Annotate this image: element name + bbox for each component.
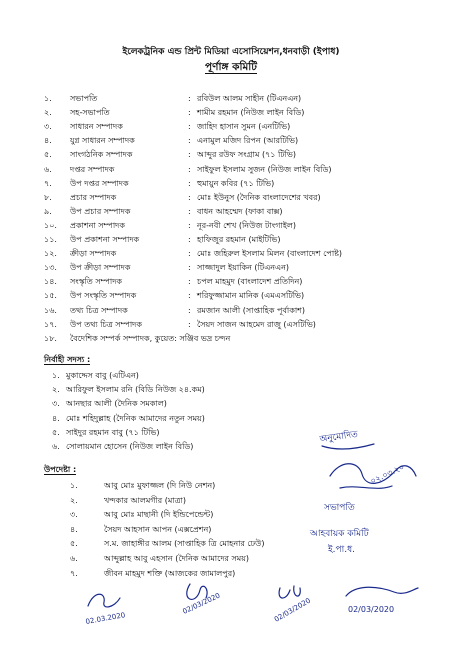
- committee-row-name: বাধন আহম্মেদ (ফাকা বাক্স): [197, 206, 283, 216]
- executive-member-number: ৪.: [52, 413, 60, 423]
- executive-heading-text: নির্বাহী সদস্য :: [44, 355, 91, 364]
- committee-row-colon: :: [188, 277, 191, 287]
- advisor-member-name: সৈয়দ আহসান আপন (এক্সপ্রেশন): [104, 524, 212, 534]
- president-note: সভাপতি: [324, 503, 355, 513]
- signature-1-date: 02.03.2020: [84, 611, 126, 626]
- convener-note: আহবায়ক কমিটি: [310, 529, 369, 539]
- committee-row-name: সাজ্জাদুল ইয়াকিন (টিএনএন): [197, 263, 290, 273]
- signature-4: [338, 582, 438, 626]
- committee-row-number: ১৩.: [44, 263, 57, 273]
- executive-member-number: ২.: [52, 385, 60, 395]
- committee-row-name: চপল মাহমুদ (বাংলাদেশ প্রতিদিন): [197, 277, 303, 287]
- advisors-heading-text: উপদেষ্টা :: [44, 465, 77, 474]
- committee-row-name: মোঃ জহিরুল ইসলাম মিলন (বাংলাদেশ পোষ্ট): [197, 249, 343, 259]
- organization-name: ইলেকট্রনিক এন্ড প্রিন্ট মিডিয়া এসোসিয়েশন,ধনবাড়ী (ইপাধ): [122, 47, 340, 57]
- committee-row-number: ৬.: [44, 164, 52, 174]
- committee-row-colon: :: [188, 249, 191, 259]
- committee-row-post: প্রচার সম্পাদক: [70, 192, 117, 202]
- committee-row-colon: :: [188, 235, 191, 244]
- advisors-heading: [44, 464, 76, 477]
- advisor-member-number: ২.: [70, 495, 78, 505]
- committee-row-post: ক্রীড়া সম্পাদক: [70, 249, 117, 259]
- committee-row-post: সাধারন সম্পাদক: [70, 122, 123, 132]
- committee-row-post: সহ-সভাপতি: [70, 108, 110, 118]
- committee-row-number: ১৬.: [44, 305, 57, 315]
- signature-3-date: 02/03/2020: [273, 596, 312, 624]
- committee-row-post: যুগ্ন সাধারন সম্পাদক: [70, 136, 135, 146]
- committee-row-colon: :: [188, 220, 191, 230]
- committee-row-number: ৪.: [44, 136, 52, 146]
- advisor-member-number: ৭.: [70, 568, 78, 578]
- committee-row-post: উপ তথ্য চিত্র সম্পাদক: [70, 319, 142, 329]
- committee-row-name: জাহিদ হাসান সুমন (এনটিভি): [197, 122, 291, 132]
- committee-row-post: উপ প্রকাশনা সম্পাদক: [70, 235, 140, 244]
- committee-row-number: ১৭.: [44, 319, 57, 329]
- advisor-member-number: ৪.: [70, 524, 78, 534]
- committee-row-number: ১০.: [44, 220, 57, 230]
- committee-row-colon: :: [188, 94, 191, 103]
- advisor-member-name: আবু মোঃ মাছানী (দি ইন্ডিপেন্ডেন্ট): [104, 510, 214, 520]
- committee-row-name: মোঃ ইউনুস (দৈনিক বাংলাদেশের খবর): [197, 192, 321, 202]
- committee-row-post: উপ ক্রীড়া সম্পাদক: [70, 263, 131, 273]
- committee-row-colon: :: [188, 178, 191, 188]
- signature-4-date: 02/03/2020: [348, 605, 395, 614]
- committee-row-post: দপ্তর সম্পাদক: [70, 164, 115, 174]
- committee-row-colon: :: [188, 305, 191, 315]
- executive-heading: [44, 354, 90, 367]
- approved-note: অনুমোদিত: [319, 429, 359, 445]
- committee-row-number: ১৮.: [44, 334, 57, 343]
- committee-row-colon: :: [188, 319, 191, 329]
- committee-row-number: ১২.: [44, 249, 57, 259]
- advisor-member-number: ১.: [70, 481, 78, 490]
- executive-member-name: মোঃ শহিদুল্লাহ (দৈনিক আমাদের নতুন সময়): [66, 413, 205, 423]
- committee-row-colon: :: [188, 150, 191, 160]
- committee-row-number: ৯.: [44, 206, 52, 216]
- committee-row-colon: :: [188, 108, 191, 118]
- committee-row-name: রবিউল আলম সাহীন (টিএনএন): [197, 94, 302, 103]
- committee-row-name: সাইফুল ইসলাম সুজন (নিউজ লাইন বিডি): [197, 164, 332, 174]
- committee-row-number: ১৪.: [44, 277, 57, 287]
- advisor-member-name: আবু মোঃ মুফাজ্জল (দি নিউ নেশন): [104, 481, 216, 490]
- org-abbr-note: ই.পা.ধ.: [328, 545, 356, 555]
- committee-row-name: রমজান আলী (সাপ্তাহিক পূর্বাকাশ): [197, 305, 305, 315]
- committee-row-name: শামীম রহমান (নিউজ লাইন বিডি): [197, 108, 305, 118]
- committee-row-number: ৮.: [44, 192, 52, 202]
- executive-member-number: ৬.: [52, 442, 60, 451]
- advisor-member-name: জীবন মাহমুদ শক্তি (আজকের জামালপুর): [104, 568, 236, 578]
- committee-row-colon: :: [188, 206, 191, 216]
- committee-row-name: হাফিজুর রহমান (মাইটিভি): [197, 235, 281, 244]
- advisor-member-name: আব্দুল্লাহ আবু এহসান (দৈনিক আমাদের সময়): [104, 554, 250, 563]
- committee-row-post: প্রকাশনা সম্পাদক: [70, 220, 125, 230]
- approval-date: ০২.০৩.২০: [369, 462, 406, 486]
- committee-row-name: শরিফুজ্জামান মানিক (এমএসটিভি): [197, 291, 305, 301]
- approval-signature-strokes: [300, 426, 450, 576]
- committee-row-colon: :: [188, 192, 191, 202]
- executive-member-number: ৩.: [52, 399, 60, 409]
- committee-row-number: ১৫.: [44, 291, 57, 301]
- committee-row-colon: :: [188, 122, 191, 132]
- committee-row-post: তথ্য চিত্র সম্পাদক: [70, 305, 128, 315]
- committee-row-post: সংস্কৃতি সম্পাদক: [70, 277, 122, 287]
- committee-row-number: ৫.: [44, 150, 52, 160]
- committee-row-number: ২.: [44, 108, 52, 118]
- executive-member-name: আরিফুল ইসলাম রনি (বিডি নিউজ ২৪.কম): [66, 385, 205, 395]
- committee-row-colon: :: [188, 263, 191, 273]
- committee-row-post: উপ সংস্কৃতি সম্পাদক: [70, 291, 137, 301]
- advisor-member-number: ৩.: [70, 510, 78, 520]
- executive-member-name: সোলায়মান হোসেন (নিউজ লাইন বিডি): [66, 442, 194, 451]
- signature-2-date: 02/03/2020: [181, 591, 222, 616]
- committee-row-colon: :: [188, 164, 191, 174]
- committee-row-name: নূর-নবী শেখ (নিউজ টাংগাইল): [197, 220, 296, 230]
- committee-row-colon: :: [188, 136, 191, 146]
- committee-row-name: আব্দুর রউফ সংগ্রাম (৭১ টিভি): [197, 150, 297, 160]
- committee-row-post: সাংগঠনিক সম্পাদক: [70, 150, 133, 160]
- executive-member-name: আনছার আলী (দৈনিক সমকাল): [66, 399, 167, 409]
- committee-row-name: সৈয়দ সাজন আহমেদ রাজু (এসটিভি): [197, 319, 316, 329]
- committee-row-name: এনামুল মজিদ রিপন (আরটিভি): [197, 136, 299, 146]
- advisor-member-name: স.ম. জাহাঙ্গীর আলম (সাপ্তাহিক ত্রি মোহনার ঢেউ): [104, 539, 265, 549]
- advisor-member-number: ৫.: [70, 539, 78, 549]
- document-title: [0, 60, 462, 77]
- committee-row-number: ৩.: [44, 122, 52, 132]
- advisor-member-number: ৬.: [70, 554, 78, 563]
- committee-row-name: হুমায়ুন কবির (৭১ টিভি): [197, 178, 275, 188]
- executive-member-number: ১.: [52, 371, 60, 380]
- executive-member-name: সাইদুর রহমান বাবু (৭১ টিভি): [66, 427, 160, 437]
- committee-row-colon: :: [188, 291, 191, 301]
- committee-row-number: ১.: [44, 94, 52, 103]
- signature-1: [84, 584, 164, 634]
- committee-row-post: উপ প্রচার সম্পাদক: [70, 206, 131, 216]
- executive-member-number: ৫.: [52, 427, 60, 437]
- approval-signature: [300, 426, 450, 576]
- committee-row-post: উপ দপ্তর সম্পাদক: [70, 178, 129, 188]
- committee-row-text: বৈদেশিক সম্পর্ক সম্পাদক, কুয়েত: সঞ্জিব ভদ্র চন্দন: [70, 334, 231, 343]
- committee-row-post: সভাপতি: [70, 94, 98, 103]
- committee-row-number: ১১.: [44, 235, 57, 244]
- signature-2: [176, 578, 256, 628]
- document-title-text: পূর্ণাঙ্গ কমিটি: [204, 61, 258, 73]
- committee-row-number: ৭.: [44, 178, 52, 188]
- advisor-member-name: খন্দকার আলমগীর (মাত্রা): [104, 495, 186, 505]
- executive-member-name: মুকাদ্দেস বাবু (এটিএন): [66, 371, 139, 380]
